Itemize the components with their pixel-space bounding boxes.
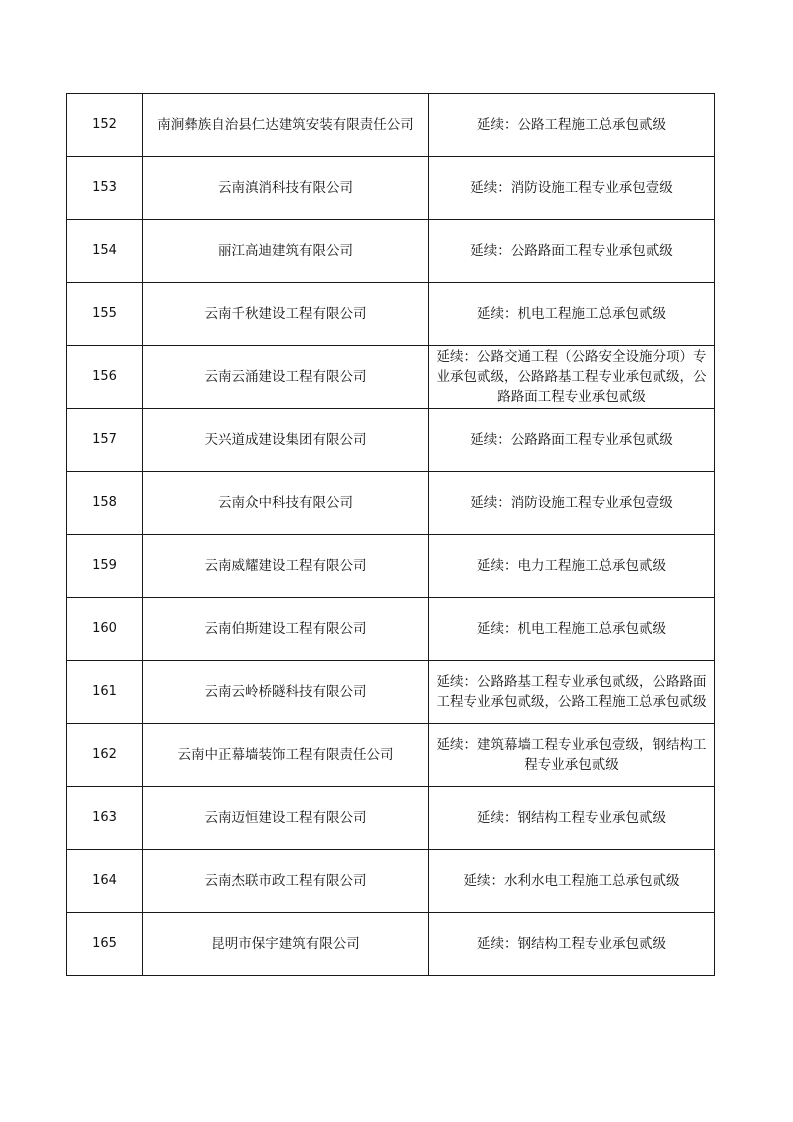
row-number: 157 — [67, 409, 143, 472]
qualification-item: 延续：公路交通工程（公路安全设施分项）专业承包贰级，公路路基工程专业承包贰级，公路路面工程专业承包贰级 — [429, 346, 715, 409]
table-row — [67, 598, 715, 661]
table-row — [67, 535, 715, 598]
company-name: 南涧彝族自治县仁达建筑安装有限责任公司 — [143, 94, 429, 157]
company-name: 云南众中科技有限公司 — [143, 472, 429, 535]
company-name: 丽江高迪建筑有限公司 — [143, 220, 429, 283]
row-number: 165 — [67, 913, 143, 976]
row-number: 158 — [67, 472, 143, 535]
qualification-item: 延续：公路路基工程专业承包贰级，公路路面工程专业承包贰级，公路工程施工总承包贰级 — [429, 661, 715, 724]
qualification-item: 延续：公路路面工程专业承包贰级 — [429, 220, 715, 283]
table-row — [67, 157, 715, 220]
company-name: 云南云涌建设工程有限公司 — [143, 346, 429, 409]
qualification-item: 延续：消防设施工程专业承包壹级 — [429, 157, 715, 220]
table-row — [67, 283, 715, 346]
table-row — [67, 94, 715, 157]
row-number: 152 — [67, 94, 143, 157]
table-row — [67, 724, 715, 787]
qualification-item: 延续：公路路面工程专业承包贰级 — [429, 409, 715, 472]
qualification-item: 延续：钢结构工程专业承包贰级 — [429, 913, 715, 976]
company-name: 云南伯斯建设工程有限公司 — [143, 598, 429, 661]
qualification-table-grid — [66, 93, 715, 976]
company-name: 云南千秋建设工程有限公司 — [143, 283, 429, 346]
row-number: 155 — [67, 283, 143, 346]
row-number: 163 — [67, 787, 143, 850]
table-row — [67, 472, 715, 535]
table-row — [67, 661, 715, 724]
qualification-item: 延续：水利水电工程施工总承包贰级 — [429, 850, 715, 913]
company-name: 云南中正幕墙装饰工程有限责任公司 — [143, 724, 429, 787]
qualification-item: 延续：机电工程施工总承包贰级 — [429, 283, 715, 346]
table-row — [67, 850, 715, 913]
qualification-item: 延续：机电工程施工总承包贰级 — [429, 598, 715, 661]
company-name: 云南滇消科技有限公司 — [143, 157, 429, 220]
qualification-item: 延续：消防设施工程专业承包壹级 — [429, 472, 715, 535]
table-row — [67, 913, 715, 976]
row-number: 161 — [67, 661, 143, 724]
row-number: 164 — [67, 850, 143, 913]
qualification-table — [66, 93, 714, 976]
row-number: 153 — [67, 157, 143, 220]
company-name: 云南迈恒建设工程有限公司 — [143, 787, 429, 850]
company-name: 云南杰联市政工程有限公司 — [143, 850, 429, 913]
table-body — [67, 94, 715, 976]
table-row — [67, 346, 715, 409]
qualification-item: 延续：公路工程施工总承包贰级 — [429, 94, 715, 157]
table-row — [67, 787, 715, 850]
row-number: 154 — [67, 220, 143, 283]
qualification-item: 延续：钢结构工程专业承包贰级 — [429, 787, 715, 850]
table-row — [67, 220, 715, 283]
table-row — [67, 409, 715, 472]
row-number: 159 — [67, 535, 143, 598]
company-name: 云南云岭桥隧科技有限公司 — [143, 661, 429, 724]
row-number: 156 — [67, 346, 143, 409]
company-name: 天兴道成建设集团有限公司 — [143, 409, 429, 472]
company-name: 云南威耀建设工程有限公司 — [143, 535, 429, 598]
row-number: 162 — [67, 724, 143, 787]
company-name: 昆明市保宇建筑有限公司 — [143, 913, 429, 976]
qualification-item: 延续：建筑幕墙工程专业承包壹级，钢结构工程专业承包贰级 — [429, 724, 715, 787]
qualification-item: 延续：电力工程施工总承包贰级 — [429, 535, 715, 598]
row-number: 160 — [67, 598, 143, 661]
